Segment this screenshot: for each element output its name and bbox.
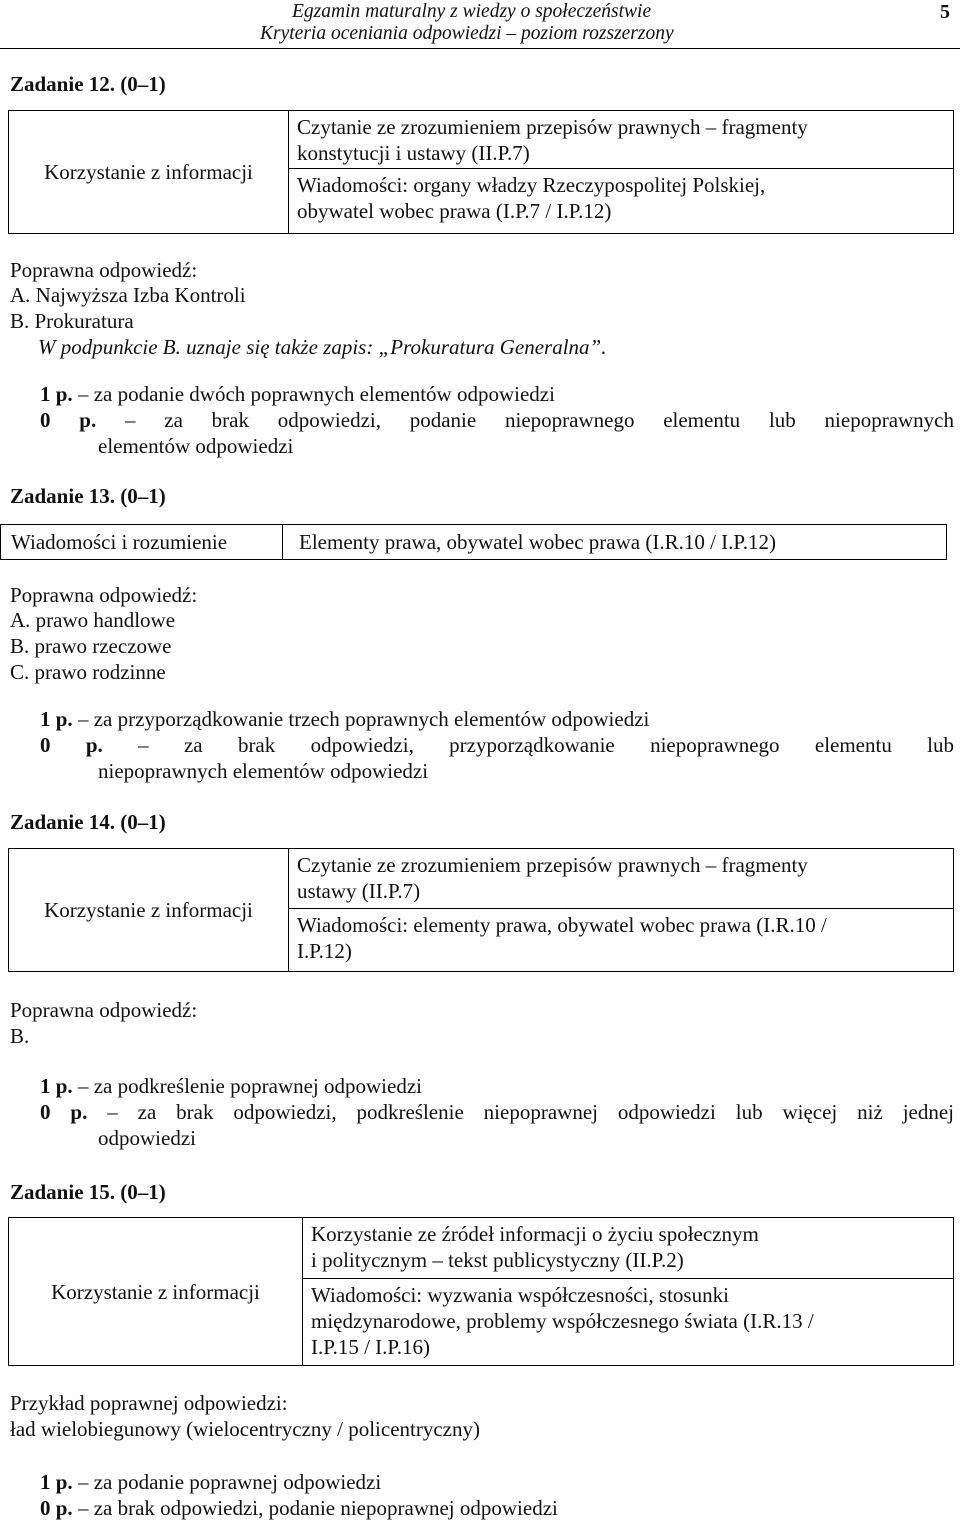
task-13-score-0-points: 0 p. [40,733,103,757]
task-13-score-0-cont: niepoprawnych elementów odpowiedzi [98,759,429,783]
task-12-req-1-line1: Czytanie ze zrozumieniem przepisów prawnych – fragmenty [297,115,808,139]
task-12-score-0-text: – za brak odpowiedzi, podanie niepoprawnego elementu lub niepoprawnych [124,408,955,432]
task-12-req-1 [289,111,953,169]
task-14-score-0-text: – za brak odpowiedzi, podkreślenie niepoprawnej odpowiedzi lub więcej niż jednej [107,1100,955,1124]
task-15-score-1 [40,1469,381,1495]
task-13-title: Zadanie 13. (0–1) [10,484,166,508]
task-15-req-2-line2: międzynarodowe, problemy współczesnego świata (I.R.13 / [311,1309,814,1333]
task-13-skill [1,525,283,559]
task-14-score-0-points: 0 p. [40,1100,88,1124]
task-12-answer-label: Poprawna odpowiedź: [10,258,198,282]
task-15-score-0-points: 0 p. [40,1496,73,1520]
task-12-answer-b: B. Prokuratura [10,309,134,333]
task-14-score-1 [40,1073,422,1099]
task-15-score-1-points: 1 p. [40,1470,73,1494]
task-15-title: Zadanie 15. (0–1) [10,1180,166,1204]
header-exam-title: Egzamin maturalny z wiedzy o społeczeństwie [292,1,652,22]
task-12-req-2-line2: obywatel wobec prawa (I.P.7 / I.P.12) [297,199,612,223]
task-13-req [283,525,946,559]
task-12-score-1 [40,381,555,407]
task-15-answer: ład wielobiegunowy (wielocentryczny / policentryczny) [10,1417,480,1441]
task-14-score-1-text: – za podkreślenie poprawnej odpowiedzi [77,1074,422,1098]
task-12-req-1-line2: konstytucji i ustawy (II.P.7) [297,141,530,165]
task-14-table [8,848,954,972]
task-15-skill-label: Korzystanie z informacji [51,1279,260,1304]
task-14-req-1 [289,849,953,909]
task-14-skill [9,849,289,971]
task-12-skill-label: Korzystanie z informacji [44,160,253,184]
task-12-score-1-text: – za podanie dwóch poprawnych elementów odpowiedzi [77,382,555,406]
task-13-score-0-text: – za brak odpowiedzi, przyporządkowanie niepoprawnego elementu lub [138,733,955,757]
task-13-score-1-text: – za przyporządkowanie trzech poprawnych elementów odpowiedzi [77,707,650,731]
task-13-req-text: Elementy prawa, obywatel wobec prawa (I.R.10 / I.P.12) [299,530,777,554]
task-14-score-0-cont: odpowiedzi [98,1126,196,1150]
task-14-skill-label: Korzystanie z informacji [44,898,253,922]
task-15-answer-label: Przykład poprawnej odpowiedzi: [10,1391,288,1415]
task-14-score-0 [40,1099,954,1125]
task-12-req-2 [289,169,953,233]
task-15-req-2-line3: I.P.15 / I.P.16) [311,1335,431,1359]
task-12-answer-a: A. Najwyższa Izba Kontroli [10,283,246,307]
task-14-req-1-line2: ustawy (II.P.7) [297,879,421,903]
task-14-req-2-line2: I.P.12) [297,939,352,963]
task-13-score-1 [40,706,649,732]
task-13-answer-b: B. prawo rzeczowe [10,634,172,658]
task-15-req-2-line1: Wiadomości: wyzwania współczesności, stosunki [311,1283,729,1307]
task-12-table [8,110,954,234]
task-15-score-1-text: – za podanie poprawnej odpowiedzi [77,1470,382,1494]
task-14-answer: B. [10,1024,30,1048]
page-header [0,0,960,49]
task-15-req-1-line1: Korzystanie ze źródeł informacji o życiu społecznym [311,1222,759,1246]
task-12-score-0-points: 0 p. [40,408,97,432]
task-15-score-0 [40,1495,558,1521]
task-13-answer-a: A. prawo handlowe [10,608,176,632]
task-15-req-1-line2: i politycznym – tekst publicystyczny (II.P.2) [311,1248,684,1272]
task-13-table [0,524,947,560]
task-15-req-1 [303,1218,953,1279]
task-14-title: Zadanie 14. (0–1) [10,810,166,834]
task-15-score-0-text: – za brak odpowiedzi, podanie niepoprawnej odpowiedzi [77,1496,558,1520]
task-12-title: Zadanie 12. (0–1) [10,72,166,96]
task-13-score-0 [40,732,954,758]
task-14-req-2-line1: Wiadomości: elementy prawa, obywatel wobec prawa (I.R.10 / [297,913,827,937]
task-15-req-2 [303,1279,953,1365]
task-12-score-0-cont: elementów odpowiedzi [98,434,294,458]
task-14-answer-label: Poprawna odpowiedź: [10,998,198,1022]
task-13-score-1-points: 1 p. [40,707,73,731]
task-12-skill [9,111,289,233]
task-12-score-0 [40,407,954,433]
task-14-req-1-line1: Czytanie ze zrozumieniem przepisów prawnych – fragmenty [297,853,808,877]
task-14-score-1-points: 1 p. [40,1074,73,1098]
task-15-skill [9,1218,303,1365]
task-13-answer-label: Poprawna odpowiedź: [10,583,198,607]
task-13-skill-label: Wiadomości i rozumienie [11,530,228,554]
task-12-note: W podpunkcie B. uznaje się także zapis: „Prokuratura Generalna”. [38,335,607,359]
header-subtitle: Kryteria oceniania odpowiedzi – poziom rozszerzony [260,23,674,44]
task-14-req-2 [289,909,953,971]
page-number: 5 [940,1,950,23]
task-12-score-1-points: 1 p. [40,382,73,406]
task-12-req-2-line1: Wiadomości: organy władzy Rzeczypospolitej Polskiej, [297,173,766,197]
task-13-answer-c: C. prawo rodzinne [10,660,166,684]
task-15-table [8,1217,954,1366]
